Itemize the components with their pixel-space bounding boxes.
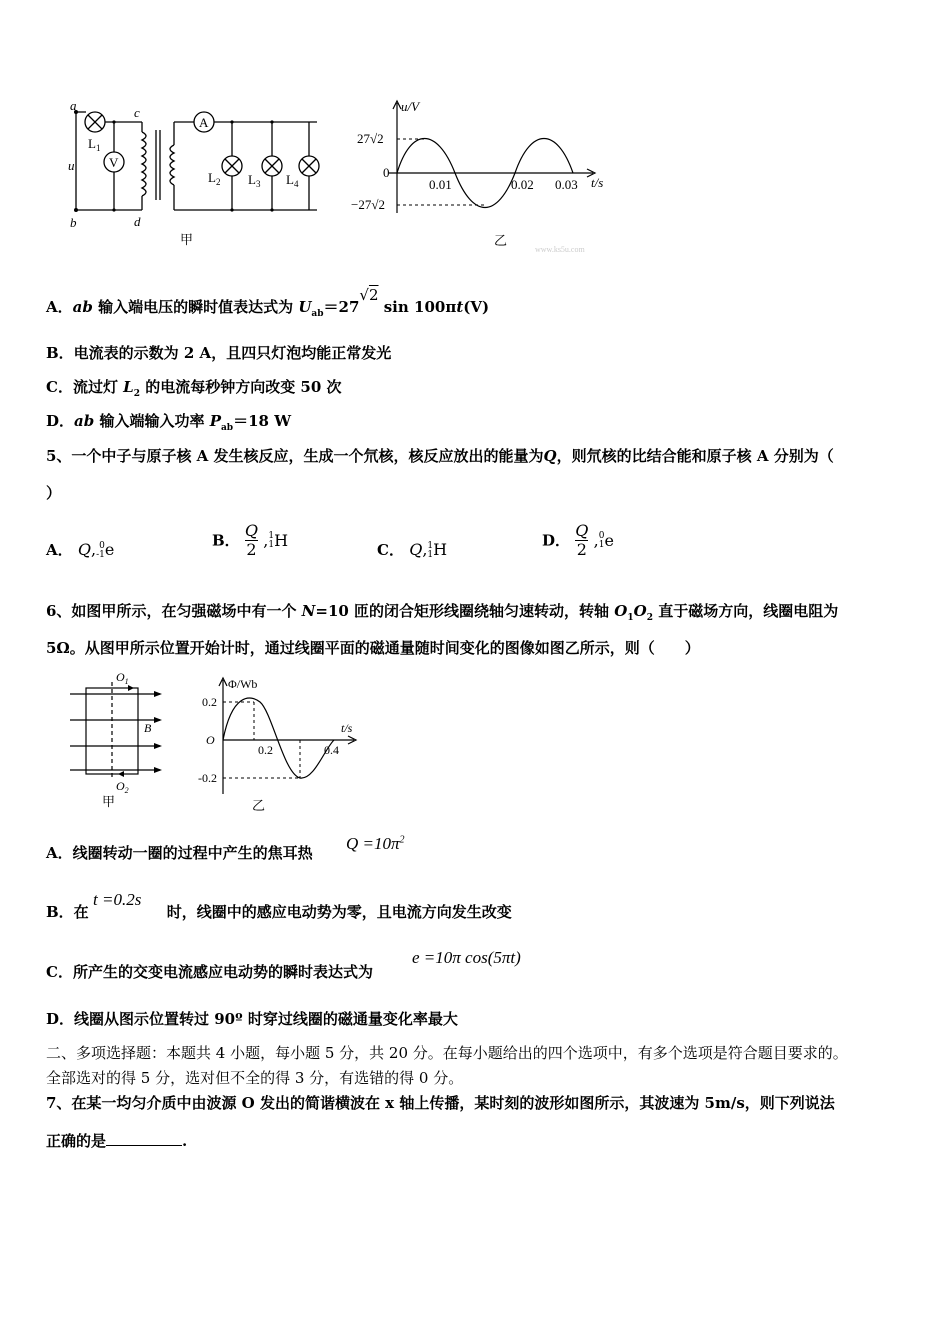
answer-blank[interactable]: [106, 1131, 182, 1146]
terminal-d-label: d: [134, 214, 141, 229]
flux-sine-curve: [223, 698, 334, 778]
tick-label-0-01: 0.01: [429, 177, 452, 192]
origin-label: O: [206, 733, 215, 747]
flux-graph-figure: [196, 672, 366, 817]
field-b-label: B: [144, 721, 152, 735]
q4-option-d: D．ab 输入端输入功率 $P_{ab}=18$ W: [46, 412, 292, 433]
voltage-graph-figure: [345, 95, 620, 255]
voltage-axis-label: u/V: [401, 99, 420, 114]
q6-option-c: C．所产生的交变电流感应电动势的瞬时表达式为: [46, 963, 373, 981]
tick-label-0-02: 0.02: [511, 177, 534, 192]
tick-label-0-03: 0.03: [555, 177, 578, 192]
q6-stem-line1: 6、如图甲所示，在匀强磁场中有一个 N=10 匝的闭合矩形线圈绕轴匀速转动，转轴 $O_1O_2$ 直于磁场方向，线圈电阻为: [46, 602, 839, 623]
q7-stem-line1: 7、在某一均匀介质中由波源 O 发出的简谐横波在 x 轴上传播，某时刻的波形如图所示，其波速为 5m/s，则下列说法: [46, 1094, 835, 1112]
watermark: www.ks5u.com: [535, 245, 585, 254]
q6-option-d: D．线圈从图示位置转过 90º 时穿过线圈的磁通量变化率最大: [46, 1010, 458, 1028]
flux-max-label: 0.2: [202, 695, 217, 709]
q6-stem-line2: 5Ω。从图甲所示位置开始计时，通过线圈平面的磁通量随时间变化的图像如图乙所示，则（ ）: [46, 639, 700, 657]
terminal-c-label: c: [134, 105, 140, 120]
figure-jia-caption: 甲: [102, 794, 116, 809]
ammeter-label: A: [199, 115, 209, 130]
section2-heading-line2: 全部选对的得 5 分，选对但不全的得 3 分，有选错的得 0 分。: [46, 1069, 464, 1087]
axis-o1-label: $O_1$: [116, 670, 129, 686]
flux-axis-label: Φ/Wb: [228, 677, 258, 691]
lamp-l1-label: $L_1$: [88, 136, 101, 153]
voltmeter-label: V: [109, 155, 119, 170]
figure-jia-caption: 甲: [180, 232, 194, 247]
terminal-b-label: b: [70, 215, 77, 230]
q6-option-c-formula: e =10π cos(5πt): [412, 948, 521, 967]
q4-option-b: B．电流表的示数为 2 A，且四只灯泡均能正常发光: [46, 344, 392, 362]
time-axis-label: t/s: [591, 175, 604, 190]
q6-option-b: B．在 时，线圈中的感应电动势为零，且电流方向发生改变: [46, 903, 512, 921]
q6-option-a-formula: $Q =10\pi^2$: [346, 834, 405, 853]
ymax-label: 27√2: [357, 131, 384, 146]
terminal-a-label: a: [70, 100, 77, 113]
q6-option-b-formula: t =0.2s: [93, 890, 142, 909]
origin-label: 0: [383, 165, 390, 180]
tick-label-0-4: 0.4: [324, 743, 339, 757]
lamp-l4-label: $L_4$: [286, 172, 299, 189]
lamp-l3-label: $L_3$: [248, 172, 261, 189]
ymin-label: −27√2: [351, 197, 385, 212]
axis-o2-label: $O_2$: [116, 779, 129, 795]
q6-option-a: A．线圈转动一圈的过程中产生的焦耳热: [46, 844, 313, 862]
lamp-l2-label: $L_2$: [208, 170, 221, 187]
q5-stem-line2: ）: [46, 484, 62, 502]
q4-option-a: A．ab 输入端电压的瞬时值表达式为 $U_{ab}=27√2$ sin 100πt(V): [46, 286, 490, 319]
q5-option-c: C． Q, 1 1 H: [377, 540, 448, 560]
transformer-circuit-figure: [62, 100, 332, 250]
figure-yi-caption: 乙: [252, 798, 266, 813]
time-axis-label: t/s: [341, 721, 353, 735]
figure-yi-caption: 乙: [494, 233, 508, 248]
q5-option-d: D． $\frac{Q}{2}$ , 0 1 e: [542, 521, 614, 559]
coil-field-figure: [64, 668, 174, 813]
tick-label-0-2: 0.2: [258, 743, 273, 757]
q5-option-a: A． Q, 0 -1 e: [46, 540, 115, 560]
section2-heading-line1: 二、多项选择题：本题共 4 小题，每小题 5 分，共 20 分。在每小题给出的四个选项中，有多个选项是符合题目要求的。: [46, 1044, 848, 1062]
q4-option-c: C．流过灯 $L_2$ 的电流每秒钟方向改变 50 次: [46, 378, 342, 399]
q7-stem-line2: 正确的是 .: [46, 1132, 188, 1150]
flux-min-label: -0.2: [198, 771, 217, 785]
terminal-u-label: u: [68, 158, 75, 173]
q5-option-b: B． $\frac{Q}{2}$ , 1 1 H: [212, 521, 289, 559]
q5-stem-line1: 5、一个中子与原子核 A 发生核反应，生成一个氘核，核反应放出的能量为Q，则氘核的比结合能和原子核 A 分别为（: [46, 447, 834, 465]
